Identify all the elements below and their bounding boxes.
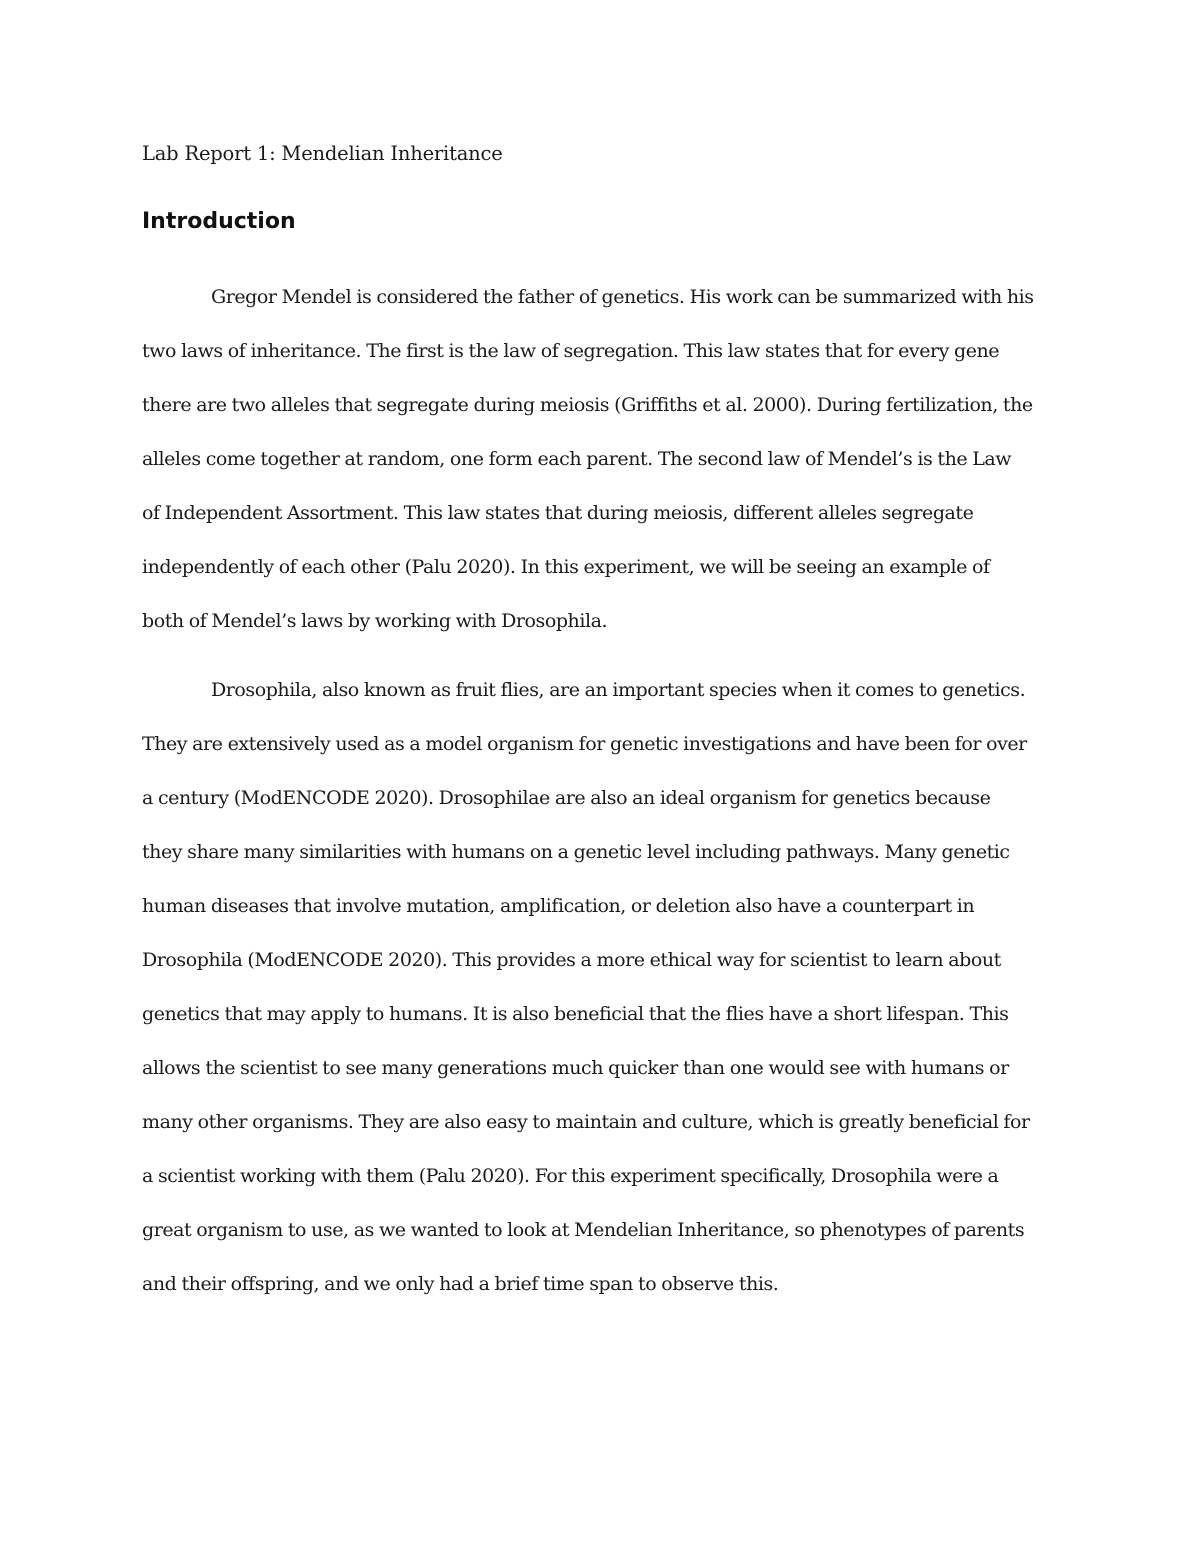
paragraph-line: two laws of inheritance. The first is the law of segregation. This law states that for every gene bbox=[142, 340, 1000, 362]
paragraph-line: there are two alleles that segregate during meiosis (Griffiths et al. 2000). During fertilization, the bbox=[142, 394, 1033, 416]
paragraph-mendel-laws bbox=[142, 283, 1082, 661]
paragraph-drosophila bbox=[142, 676, 1082, 1324]
paragraph-line: of Independent Assortment. This law states that during meiosis, different alleles segregate bbox=[142, 502, 974, 524]
paragraph-line: genetics that may apply to humans. It is also beneficial that the flies have a short lifespan. This bbox=[142, 1003, 1009, 1025]
paragraph-line: Gregor Mendel is considered the father of genetics. His work can be summarized with his bbox=[211, 286, 1034, 308]
paragraph-line: many other organisms. They are also easy to maintain and culture, which is greatly beneficial for bbox=[142, 1111, 1030, 1133]
paragraph-line: They are extensively used as a model organism for genetic investigations and have been for over bbox=[142, 733, 1027, 755]
paragraph-line: allows the scientist to see many generations much quicker than one would see with humans or bbox=[142, 1057, 1009, 1079]
paragraph-line: they share many similarities with humans on a genetic level including pathways. Many genetic bbox=[142, 841, 1010, 863]
paragraph-line: great organism to use, as we wanted to look at Mendelian Inheritance, so phenotypes of parents bbox=[142, 1219, 1025, 1241]
paragraph-line: independently of each other (Palu 2020). In this experiment, we will be seeing an example of bbox=[142, 556, 990, 578]
paragraph-line: Drosophila (ModENCODE 2020). This provides a more ethical way for scientist to learn about bbox=[142, 949, 1001, 971]
section-heading-introduction: Introduction bbox=[142, 209, 296, 234]
paragraph-line: human diseases that involve mutation, amplification, or deletion also have a counterpart in bbox=[142, 895, 975, 917]
paragraph-line: Drosophila, also known as fruit flies, are an important species when it comes to genetics. bbox=[211, 679, 1026, 701]
paragraph-line: both of Mendel’s laws by working with Drosophila. bbox=[142, 610, 608, 632]
paragraph-line: alleles come together at random, one form each parent. The second law of Mendel’s is the Law bbox=[142, 448, 1012, 470]
paragraph-line: a century (ModENCODE 2020). Drosophilae are also an ideal organism for genetics because bbox=[142, 787, 991, 809]
paragraph-line: and their offspring, and we only had a brief time span to observe this. bbox=[142, 1273, 779, 1295]
document-title: Lab Report 1: Mendelian Inheritance bbox=[142, 142, 503, 165]
paragraph-line: a scientist working with them (Palu 2020). For this experiment specifically, Drosophila were a bbox=[142, 1165, 999, 1187]
